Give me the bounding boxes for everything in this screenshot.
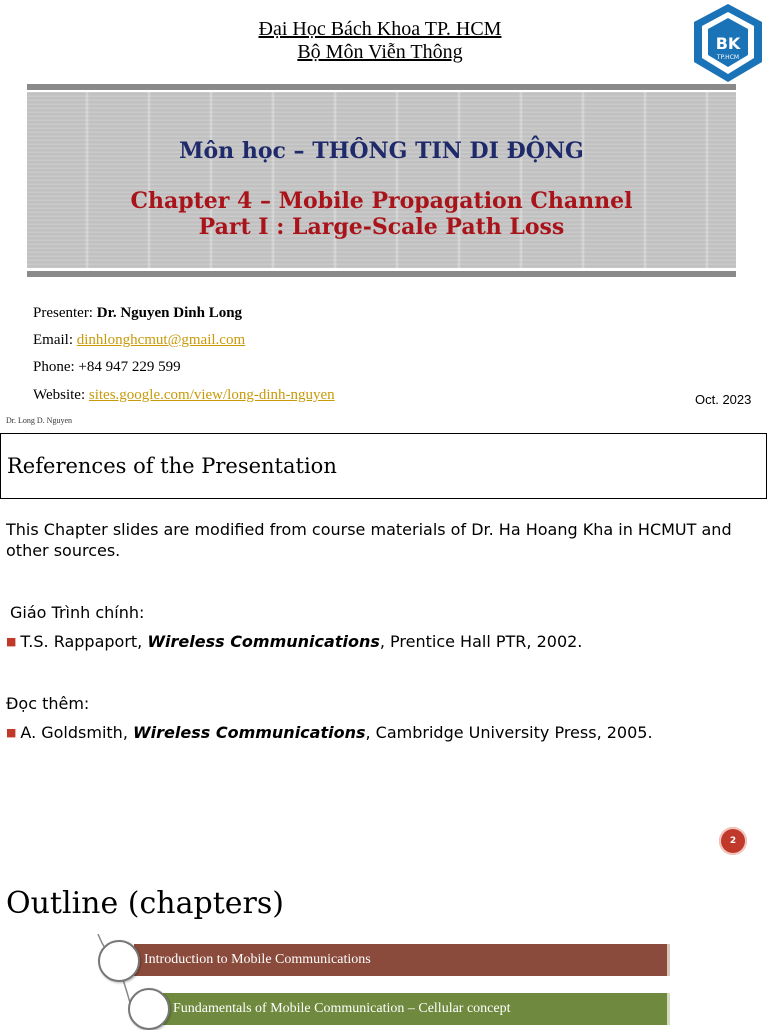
outline-item-2[interactable]: Fundamentals of Mobile Communication – Cellular concept: [163, 993, 670, 1025]
course-title: Môn học – THÔNG TIN DI ĐỘNG: [179, 138, 584, 164]
svg-text:BK: BK: [715, 34, 741, 53]
chapter-title-line2: Part I : Large-Scale Path Loss: [198, 214, 565, 240]
main-ref-author: T.S. Rappaport,: [20, 632, 143, 651]
banner-bottom-bar: [27, 271, 736, 277]
references-slide: [0, 432, 768, 864]
extra-ref-title: Wireless Communications: [133, 723, 366, 742]
references-title: References of the Presentation: [7, 454, 337, 478]
phone-number: +84 947 229 599: [78, 359, 181, 375]
email-label: Email:: [33, 332, 77, 348]
presenter-label: Presenter:: [33, 305, 97, 321]
main-ref-publisher: , Prentice Hall PTR, 2002.: [379, 632, 583, 651]
university-name: Đại Học Bách Khoa TP. HCM: [258, 18, 502, 40]
references-title-box: [0, 433, 767, 499]
footer-author: Dr. Long D. Nguyen: [6, 416, 72, 425]
website-label: Website:: [33, 387, 89, 403]
outline-bullet-circle-icon: [98, 940, 140, 982]
extra-reading-item: [6, 722, 653, 743]
title-slide: [0, 0, 768, 432]
bk-logo-icon: [688, 2, 768, 84]
main-textbook-item: [6, 631, 582, 652]
banner-top-bar: [27, 84, 736, 90]
bullet-icon: ■: [6, 635, 17, 648]
email-line: [33, 332, 245, 349]
website-link[interactable]: sites.google.com/view/long-dinh-nguyen: [88, 387, 335, 403]
website-line: [33, 387, 335, 404]
extra-ref-author: A. Goldsmith,: [20, 723, 128, 742]
svg-text:TP.HCM: TP.HCM: [716, 54, 740, 61]
outline-slide: [0, 864, 768, 1024]
outline-item-1[interactable]: Introduction to Mobile Communications: [134, 944, 670, 976]
references-intro: This Chapter slides are modified from course materials of Dr. Ha Hoang Kha in HCMUT and other sources.: [6, 520, 732, 560]
presentation-date: Oct. 2023: [695, 392, 752, 407]
presenter-name: Dr. Nguyen Dinh Long: [96, 305, 243, 321]
title-banner: [27, 84, 736, 277]
main-ref-title: Wireless Communications: [147, 632, 380, 651]
page-number-badge: 2: [719, 827, 747, 855]
phone-line: [33, 359, 181, 376]
extra-reading-heading: Đọc thêm:: [6, 694, 90, 713]
bullet-icon: ■: [6, 726, 17, 739]
phone-label: Phone:: [33, 359, 79, 375]
department-name: Bộ Môn Viễn Thông: [297, 41, 463, 63]
presenter-line: [33, 305, 242, 322]
outline-title: Outline (chapters): [6, 886, 284, 921]
main-textbook-heading: Giáo Trình chính:: [10, 603, 145, 622]
email-link[interactable]: dinhlonghcmut@gmail.com: [76, 332, 246, 348]
chapter-title-line1: Chapter 4 – Mobile Propagation Channel: [130, 188, 633, 214]
extra-ref-publisher: , Cambridge University Press, 2005.: [365, 723, 653, 742]
banner-body: [27, 92, 736, 268]
